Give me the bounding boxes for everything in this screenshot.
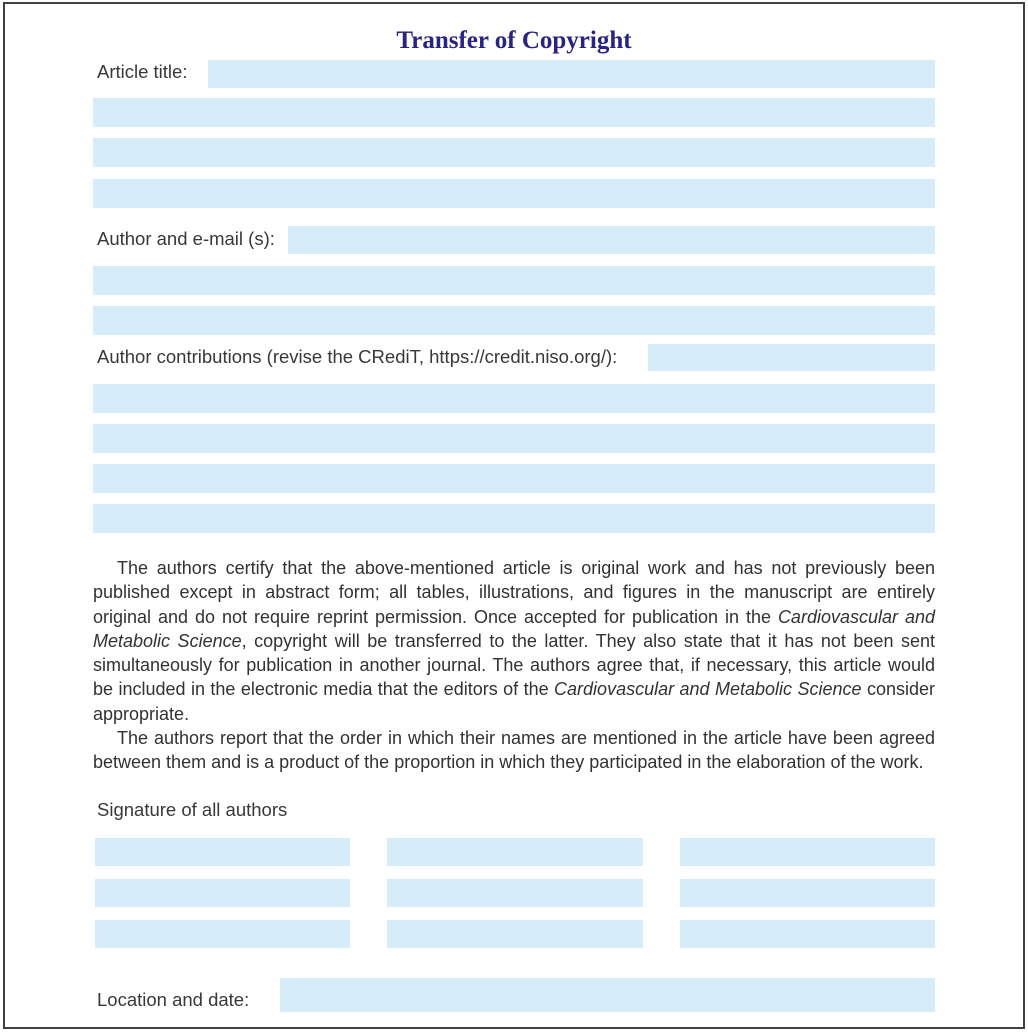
author-contributions-field[interactable] [648, 344, 935, 371]
author-email-line-2[interactable] [93, 266, 935, 295]
location-date-label: Location and date: [97, 989, 250, 1010]
author-email-label: Author and e-mail (s): [97, 228, 275, 249]
signature-field-1[interactable] [95, 838, 350, 866]
article-title-field[interactable] [208, 60, 935, 88]
certification-text [93, 556, 935, 775]
author-contributions-line-2[interactable] [93, 384, 935, 413]
signature-field-3[interactable] [680, 838, 935, 866]
signature-section-label: Signature of all authors [97, 799, 288, 820]
signature-field-5[interactable] [387, 879, 643, 907]
certification-seg-1: The authors certify that the above-mentioned article is original work and has not previously been published except in abstract form; all tables, illustrations, and figures in the manuscript are entirely original and do not require reprint permission. Once accepted for publication in the [93, 558, 935, 627]
article-title-line-3[interactable] [93, 138, 935, 167]
signature-field-7[interactable] [95, 920, 350, 948]
author-email-line-3[interactable] [93, 306, 935, 335]
journal-name-italic-2: Cardiovascular and Metabolic Science [554, 679, 862, 700]
journal-name-italic-1: Cardiovascular and Metabolic Science [93, 606, 935, 651]
article-title-line-2[interactable] [93, 98, 935, 127]
author-contributions-label: Author contributions (revise the CRediT, https://credit.niso.org/): [97, 346, 618, 367]
article-title-line-4[interactable] [93, 179, 935, 208]
author-contributions-line-5[interactable] [93, 504, 935, 533]
certification-seg-2: , copyright will be transferred to the latter. They also state that it has not been sent simultaneously for publication in another journal. The authors agree that, if necessary, this article would be included in the electronic media that the editors of the [93, 630, 935, 700]
location-date-field[interactable] [280, 978, 935, 1012]
signature-grid [95, 838, 935, 948]
order-agreement-paragraph: The authors report that the order in which their names are mentioned in the article have been agreed between them and is a product of the proportion in which they participated in the elaboration of the work. [93, 728, 935, 773]
signature-field-6[interactable] [680, 879, 935, 907]
signature-field-2[interactable] [387, 838, 643, 866]
author-email-field[interactable] [288, 226, 935, 254]
page-title: Transfer of Copyright [396, 26, 632, 54]
author-contributions-line-3[interactable] [93, 424, 935, 453]
certification-seg-3: consider appropriate. [93, 679, 935, 724]
signature-field-8[interactable] [387, 920, 643, 948]
certification-paragraph [93, 556, 935, 726]
signature-field-4[interactable] [95, 879, 350, 907]
signature-field-9[interactable] [680, 920, 935, 948]
author-contributions-line-4[interactable] [93, 464, 935, 493]
article-title-label: Article title: [97, 61, 188, 82]
